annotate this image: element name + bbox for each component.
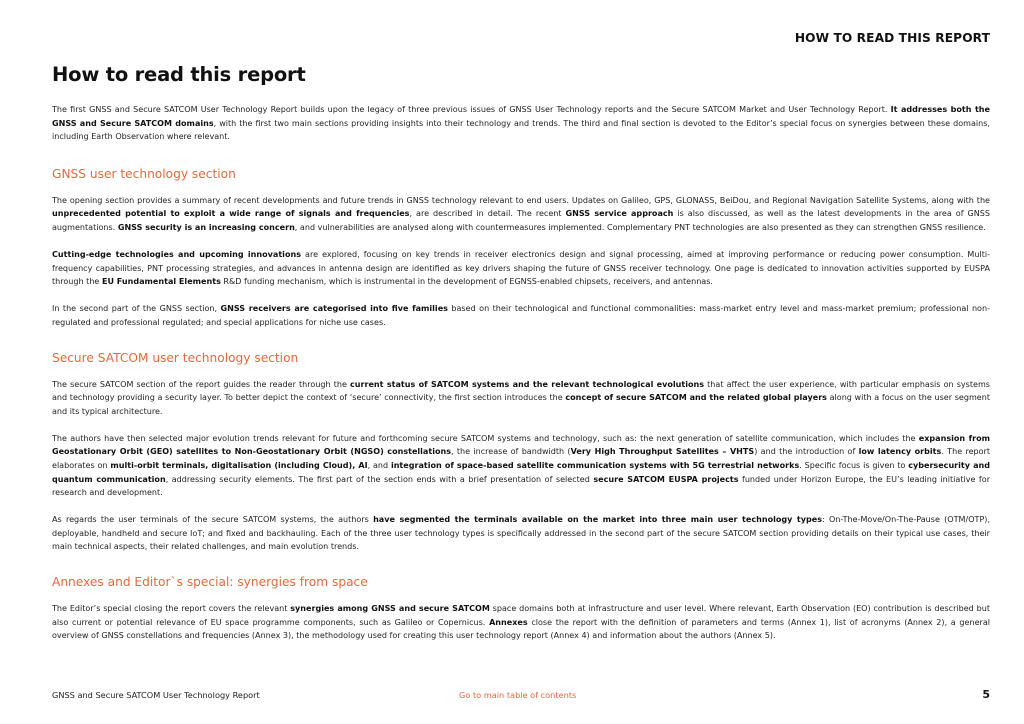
body-text: In the second part of the GNSS section, (52, 304, 221, 314)
emphasis-text: GNSS service approach (565, 209, 674, 219)
emphasis-text: cybersecurity and quantum communication (52, 461, 990, 484)
body-text: , addressing security elements. The first part of the section ends with a brief presentation of selected (165, 474, 594, 484)
emphasis-text: concept of secure SATCOM and the related global players (565, 393, 827, 403)
body-text: R&D funding mechanism, which is instrumental in the development of EGNSS-enabled chipsets, receivers, and antennas. (220, 277, 713, 287)
body-text: . Specific focus is given to (799, 461, 909, 470)
body-text: The authors have then selected major evolution trends relevant for future and forthcoming secure SATCOM systems and technology, such as: the next generation of satellite communication, which includes the (52, 433, 919, 443)
section-heading-gnss: GNSS user technology section (52, 166, 236, 181)
body-text: As regards the user terminals of the secure SATCOM systems, the authors (52, 515, 374, 525)
body-text: are explored, focusing on key trends in receiver electronics design and signal processing, aimed at improving performance or reducing power consumption. Multi-frequency capabilities, PNT processing strategies, and advances in antenna design are identified as key drivers shaping the future of GNSS receiver technology. One page is dedicated to innovation activities supported by EUSPA through the (52, 250, 990, 287)
running-head: HOW TO READ THIS REPORT (794, 31, 990, 45)
body-text: based on their technological and functional commonalities: mass-market entry level and mass-market premium; professional non-regulated and professional regulated; and special applications for niche use cases. (52, 304, 990, 327)
satcom-paragraph-3 (52, 513, 990, 554)
emphasis-text: have segmented the terminals available on the market into three main user technology types (373, 515, 823, 525)
body-text: funded under Horizon Europe, the EU’s leading initiative for research and development. (52, 474, 990, 498)
emphasis-text: Annexes (489, 617, 528, 627)
section-heading-satcom: Secure SATCOM user technology section (52, 350, 299, 365)
body-text: that affect the user experience, with particular emphasis on systems and technology providing a security layer. To better depict the context of ‘secure’ connectivity, the first section introduces the (52, 379, 990, 403)
body-text: , the increase of bandwidth ( (451, 447, 571, 457)
emphasis-text: synergies among GNSS and secure SATCOM (290, 604, 490, 614)
gnss-paragraph-3 (52, 302, 990, 329)
body-text: The opening section provides a summary of recent developments and future trends in GNSS technology relevant to end users. Updates on Galileo, GPS, GLONASS, BeiDou, and Regional Navigation Satellite Systems, along with the (52, 195, 990, 205)
body-text: space domains both at infrastructure and user level. Where relevant, Earth Observation (EO) contribution is described but also current or potential relevance of EU space programme components, such as Galileo or Copernicus. (52, 604, 990, 627)
body-text: . The report elaborates on (52, 447, 991, 470)
page-number: 5 (982, 688, 990, 701)
body-text: , and (367, 461, 391, 470)
emphasis-text: GNSS receivers are categorised into five families (220, 304, 448, 314)
page-content (52, 63, 990, 643)
emphasis-text: EU Fundamental Elements (101, 277, 221, 287)
emphasis-text: GNSS security is an increasing concern (117, 222, 295, 232)
emphasis-text: It addresses both the GNSS and Secure SATCOM domains (52, 105, 990, 128)
body-text: The first GNSS and Secure SATCOM User Technology Report builds upon the legacy of three previous issues of GNSS User Technology reports and the Secure SATCOM Market and User Technology Report. (52, 105, 891, 114)
body-text: is also discussed, as well as the latest developments in the area of GNSS augmentations. (52, 209, 991, 232)
section-heading-annexes: Annexes and Editor`s special: synergies from space (52, 575, 368, 590)
emphasis-text: Very High Throughput Satellites – VHTS (570, 447, 755, 457)
emphasis-text: low latency orbits (858, 447, 942, 457)
body-text: ) and the introduction of (754, 447, 859, 457)
emphasis-text: multi-orbit terminals, digitalisation (including Cloud), AI (110, 461, 368, 470)
satcom-paragraph-2 (52, 432, 990, 500)
emphasis-text: expansion from Geostationary Orbit (GEO) satellites to Non-Geostationary Orbit (NGSO) constellations (52, 433, 990, 457)
intro-paragraph (52, 103, 990, 144)
body-text: : On-The-Move/On-The-Pause (OTM/OTP), deployable, handheld and secure IoT; and fixed and backhauling. Each of the three user technology types is specifically addressed in the second part of the secure SATCOM section providing details on their typical use cases, their main technical aspects, their related challenges, and main evolution trends. (52, 515, 991, 552)
emphasis-text: current status of SATCOM systems and the relevant technological evolutions (350, 379, 705, 389)
page-title: How to read this report (52, 63, 306, 86)
annexes-paragraph-1 (52, 602, 990, 643)
gnss-paragraph-1 (52, 194, 990, 235)
body-text: along with a focus on the user segment and its typical architecture. (52, 393, 990, 416)
body-text: , are described in detail. The recent (409, 209, 566, 219)
body-text: The Editor’s special closing the report covers the relevant (52, 604, 291, 614)
emphasis-text: secure SATCOM EUSPA projects (593, 474, 739, 484)
page-footer (52, 689, 990, 703)
body-text: close the report with the definition of parameters and terms (Annex 1), list of acronyms (Annex 2), a general overview of GNSS constellations and frequencies (Annex 3), the methodology used for creating this user technology report (Annex 4) and information about the authors (Annex 5). (52, 617, 991, 641)
body-text: , and vulnerabilities are analysed along with countermeasures implemented. Complementary PNT technologies are also presented as they can strengthen GNSS resilience. (294, 222, 986, 232)
body-text: The secure SATCOM section of the report guides the reader through the (52, 379, 351, 389)
gnss-paragraph-2 (52, 248, 990, 289)
toc-link[interactable]: Go to main table of contents (459, 690, 577, 700)
emphasis-text: unprecedented potential to exploit a wide range of signals and frequencies (52, 209, 410, 219)
emphasis-text: Cutting-edge technologies and upcoming innovations (52, 250, 301, 260)
footer-report-name: GNSS and Secure SATCOM User Technology Report (52, 690, 260, 700)
body-text: , with the first two main sections providing insights into their technology and trends. The third and final section is devoted to the Editor’s special focus on synergies between these domains, including Earth Observation where relevant. (52, 118, 990, 142)
satcom-paragraph-1 (52, 378, 990, 419)
emphasis-text: integration of space-based satellite communication systems with 5G terrestrial networks (390, 461, 800, 470)
